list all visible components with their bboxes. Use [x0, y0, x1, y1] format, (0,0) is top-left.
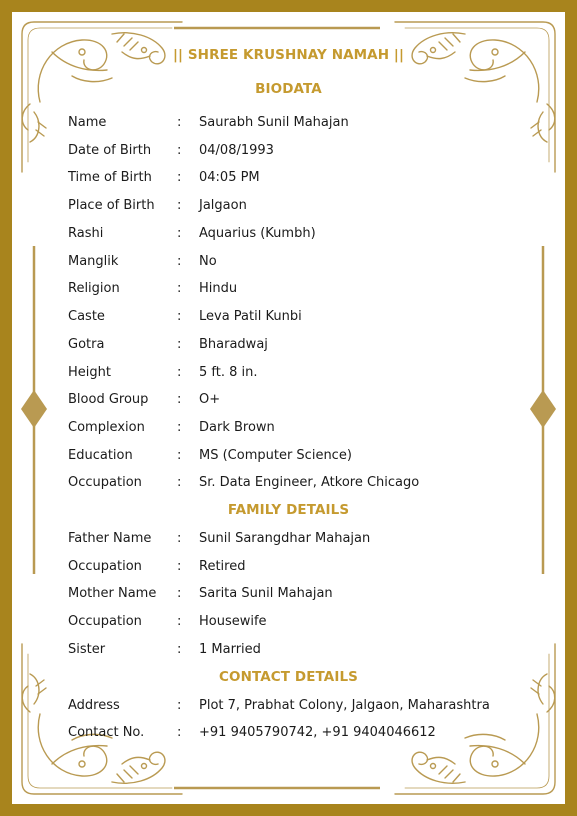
- corner-ornament-bottom-left: [22, 644, 182, 794]
- row-label: Height: [68, 365, 111, 380]
- row-separator: :: [177, 226, 182, 241]
- row-label: Blood Group: [68, 392, 149, 407]
- biodata-row: [68, 335, 538, 355]
- biodata-row: [68, 168, 538, 188]
- contact-row: [68, 723, 538, 743]
- invocation-header: || SHREE KRUSHNAY NAMAH ||: [173, 47, 404, 63]
- row-value: No: [199, 254, 217, 269]
- row-label: Name: [68, 115, 107, 130]
- biodata-row: [68, 390, 538, 410]
- biodata-row: [68, 279, 538, 299]
- row-separator: :: [177, 115, 182, 130]
- row-label: Place of Birth: [68, 198, 155, 213]
- family-row: [68, 640, 538, 660]
- row-separator: :: [177, 254, 182, 269]
- corner-ornament-bottom-right: [395, 644, 555, 794]
- row-label: Address: [68, 698, 120, 713]
- row-value: Leva Patil Kunbi: [199, 309, 302, 324]
- row-label: Religion: [68, 281, 120, 296]
- row-value: Plot 7, Prabhat Colony, Jalgaon, Maharashtra: [199, 698, 490, 713]
- row-value: Housewife: [199, 614, 267, 629]
- row-separator: :: [177, 281, 182, 296]
- row-value: Bharadwaj: [199, 337, 268, 352]
- row-label: Complexion: [68, 420, 145, 435]
- row-label: Father Name: [68, 531, 152, 546]
- row-separator: :: [177, 586, 182, 601]
- row-label: Mother Name: [68, 586, 157, 601]
- row-value: Saurabh Sunil Mahajan: [199, 115, 349, 130]
- row-label: Time of Birth: [68, 170, 152, 185]
- row-label: Manglik: [68, 254, 119, 269]
- row-value: 04:05 PM: [199, 170, 260, 185]
- row-label: Sister: [68, 642, 106, 657]
- row-value: MS (Computer Science): [199, 448, 352, 463]
- row-value: Sarita Sunil Mahajan: [199, 586, 333, 601]
- row-label: Occupation: [68, 614, 142, 629]
- row-separator: :: [177, 448, 182, 463]
- side-diamond-left: [21, 390, 47, 428]
- row-separator: :: [177, 143, 182, 158]
- row-value: +91 9405790742, +91 9404046612: [199, 725, 436, 740]
- biodata-row: [68, 252, 538, 272]
- section-title-contact: CONTACT DETAILS: [219, 669, 358, 685]
- row-separator: :: [177, 365, 182, 380]
- row-separator: :: [177, 198, 182, 213]
- biodata-row: [68, 473, 538, 493]
- family-row: [68, 529, 538, 549]
- row-separator: :: [177, 392, 182, 407]
- row-value: Hindu: [199, 281, 238, 296]
- row-value: 04/08/1993: [199, 143, 274, 158]
- row-separator: :: [177, 475, 182, 490]
- row-label: Gotra: [68, 337, 105, 352]
- row-value: 1 Married: [199, 642, 261, 657]
- row-label: Education: [68, 448, 133, 463]
- row-separator: :: [177, 170, 182, 185]
- biodata-row: [68, 113, 538, 133]
- row-separator: :: [177, 614, 182, 629]
- row-separator: :: [177, 642, 182, 657]
- row-label: Date of Birth: [68, 143, 152, 158]
- section-title-biodata: BIODATA: [255, 81, 322, 97]
- row-separator: :: [177, 531, 182, 546]
- biodata-row: [68, 363, 538, 383]
- family-row: [68, 557, 538, 577]
- row-value: Aquarius (Kumbh): [199, 226, 316, 241]
- row-separator: :: [177, 559, 182, 574]
- family-row: [68, 584, 538, 604]
- biodata-row: [68, 141, 538, 161]
- biodata-row: [68, 446, 538, 466]
- contact-row: [68, 696, 538, 716]
- row-label: Caste: [68, 309, 105, 324]
- row-value: Jalgaon: [199, 198, 247, 213]
- biodata-row: [68, 307, 538, 327]
- row-separator: :: [177, 420, 182, 435]
- section-title-family: FAMILY DETAILS: [227, 502, 350, 518]
- row-label: Contact No.: [68, 725, 145, 740]
- row-value: Sr. Data Engineer, Atkore Chicago: [199, 475, 420, 490]
- row-separator: :: [177, 309, 182, 324]
- row-value: 5 ft. 8 in.: [199, 365, 258, 380]
- row-separator: :: [177, 698, 182, 713]
- family-row: [68, 612, 538, 632]
- row-label: Rashi: [68, 226, 104, 241]
- row-value: Sunil Sarangdhar Mahajan: [199, 531, 371, 546]
- row-value: Retired: [199, 559, 246, 574]
- biodata-row: [68, 418, 538, 438]
- row-separator: :: [177, 725, 182, 740]
- row-label: Occupation: [68, 559, 142, 574]
- row-value: Dark Brown: [199, 420, 275, 435]
- row-value: O+: [199, 392, 221, 407]
- biodata-row: [68, 224, 538, 244]
- biodata-row: [68, 196, 538, 216]
- biodata-page: [12, 12, 565, 804]
- row-separator: :: [177, 337, 182, 352]
- row-label: Occupation: [68, 475, 142, 490]
